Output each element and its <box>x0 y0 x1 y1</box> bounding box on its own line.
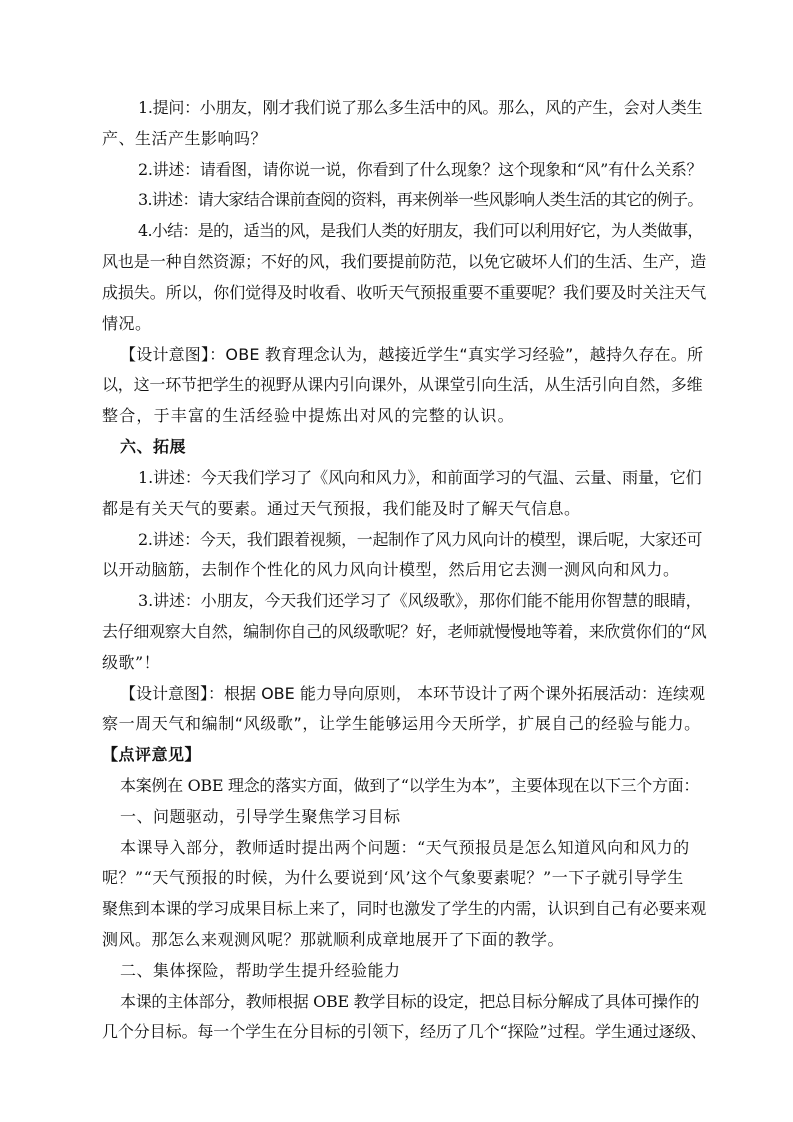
paragraph-line: 本案例在 OBE 理念的落实方面，做到了“以学生为本”，主要体现在以下三个方面： <box>120 776 700 795</box>
paragraph-line: 本课导入部分，教师适时提出两个问题：“天气预报员是怎么知道风向和风力的 <box>120 838 690 857</box>
paragraph-line: 产、生活产生影响吗？ <box>102 129 268 148</box>
section-heading: 六、拓展 <box>120 437 187 456</box>
paragraph-line: 去仔细观察大自然，编制你自己的风级歌呢？好，老师就慢慢地等着，来欣赏你们的“风 <box>102 622 707 641</box>
design-intent-line: 整合，于丰富的生活经验中提炼出对风的完整的认识。 <box>102 406 515 425</box>
paragraph-line: 以开动脑筋，去制作个性化的风力风向计模型，然后用它去测一测风向和风力。 <box>102 560 680 579</box>
design-intent-line: 以，这一环节把学生的视野从课内引向课外，从课堂引向生活，从生活引向自然，多维 <box>102 375 703 394</box>
review-heading: 【点评意见】 <box>102 745 202 764</box>
paragraph-line: 3.讲述：请大家结合课前查阅的资料，再来例举一些风影响人类生活的其它的例子。 <box>138 190 703 209</box>
paragraph-line: 本课的主体部分，教师根据 OBE 教学目标的设定，把总目标分解成了具体可操作的 <box>120 992 700 1011</box>
paragraph-line: 1.讲述：今天我们学习了《风向和风力》，和前面学习的气温、云量、雨量，它们 <box>138 468 702 487</box>
subsection-heading: 一、问题驱动，引导学生聚焦学习目标 <box>120 807 401 826</box>
design-intent-line: 【设计意图】：OBE 教育理念认为，越接近学生“真实学习经验”，越持久存在。所 <box>120 345 704 364</box>
paragraph-line: 几个分目标。每一个学生在分目标的引领下，经历了几个“探险”过程。学生通过逐级、 <box>102 1022 707 1041</box>
paragraph-line: 2.讲述：请看图，请你说一说，你看到了什么现象？这个现象和“风”有什么关系？ <box>138 160 703 179</box>
paragraph-line: 都是有关天气的要素。通过天气预报，我们能及时了解天气信息。 <box>102 499 581 518</box>
paragraph-line: 3.讲述：小朋友，今天我们还学习了《风级歌》，那你们能不能用你智慧的眼睛， <box>138 591 702 610</box>
paragraph-line: 情况。 <box>102 314 152 333</box>
subsection-heading: 二、集体探险，帮助学生提升经验能力 <box>120 961 401 980</box>
paragraph-line: 2.讲述：今天，我们跟着视频，一起制作了风力风向计的模型，课后呢，大家还可 <box>138 530 703 549</box>
paragraph-line: 级歌”！ <box>102 653 161 672</box>
paragraph-line: 呢？”“天气预报的时候，为什么要说到‘风’这个气象要素呢？”一下子就引导学生 <box>102 868 684 887</box>
paragraph-line: 风也是一种自然资源；不好的风，我们要提前防范，以免它破坏人们的生活、生产，造 <box>102 252 707 271</box>
design-intent-line: 【设计意图】：根据 OBE 能力导向原则， 本环节设计了两个课外拓展活动：连续观 <box>120 684 705 703</box>
paragraph-line: 4.小结：是的，适当的风，是我们人类的好朋友，我们可以利用好它，为人类做事， <box>138 221 703 240</box>
paragraph-line: 成损失。所以，你们觉得及时收看、收听天气预报重要不重要呢？我们要及时关注天气 <box>102 283 707 302</box>
paragraph-line: 测风。那怎么来观测风呢？那就顺利成章地展开了下面的教学。 <box>102 930 565 949</box>
paragraph-line: 1.提问：小朋友，刚才我们说了那么多生活中的风。那么，风的产生，会对人类生 <box>138 98 703 117</box>
design-intent-line: 察一周天气和编制“风级歌”，让学生能够运用今天所学，扩展自己的经验与能力。 <box>102 714 701 733</box>
paragraph-line: 聚焦到本课的学习成果目标上来了，同时也激发了学生的内需，认识到自己有必要来观 <box>102 899 707 918</box>
